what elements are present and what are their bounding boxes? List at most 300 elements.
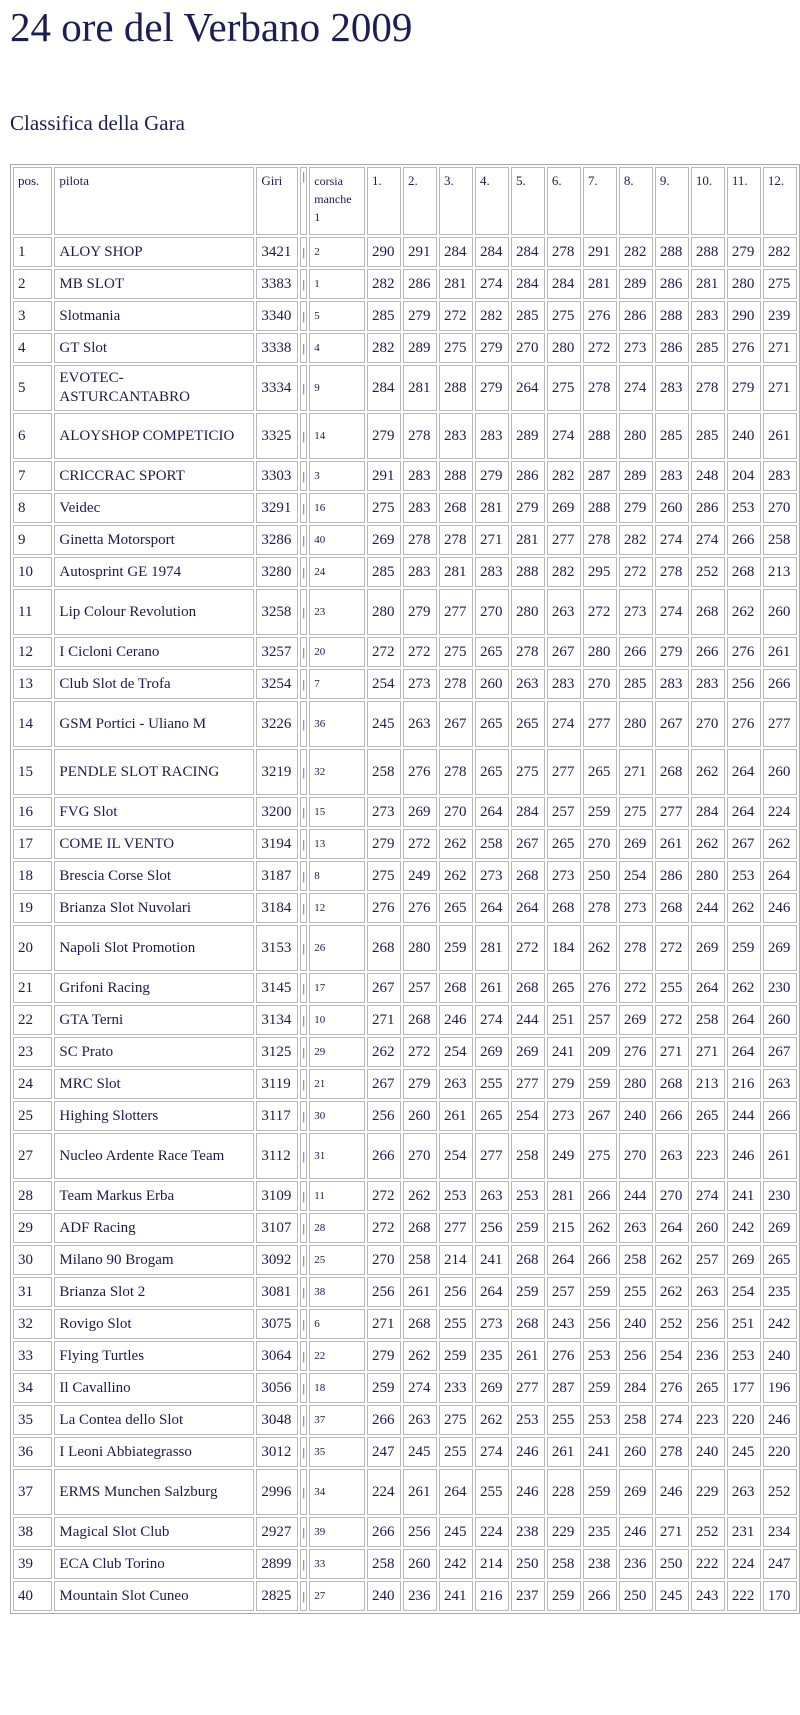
- cell-manche-12: 247: [763, 1549, 797, 1579]
- cell-manche-3: 283: [439, 413, 473, 459]
- cell-corsia: 35: [309, 1437, 365, 1467]
- cell-corsia: 33: [309, 1549, 365, 1579]
- cell-pos: 24: [13, 1069, 52, 1099]
- cell-manche-5: 284: [511, 797, 545, 827]
- cell-manche-11: 276: [727, 701, 761, 747]
- cell-manche-3: 275: [439, 637, 473, 667]
- header-manche-12: 12.: [763, 167, 797, 235]
- cell-manche-12: 260: [763, 1005, 797, 1035]
- cell-pos: 12: [13, 637, 52, 667]
- cell-manche-9: 267: [655, 701, 689, 747]
- table-row: [13, 461, 797, 491]
- cell-separator: |: [300, 669, 307, 699]
- cell-manche-2: 272: [403, 1037, 437, 1067]
- cell-separator: |: [300, 1581, 307, 1611]
- cell-manche-2: 272: [403, 637, 437, 667]
- cell-corsia: 26: [309, 925, 365, 971]
- cell-corsia: 20: [309, 637, 365, 667]
- cell-manche-1: 279: [367, 1341, 401, 1371]
- cell-pilota: GT Slot: [54, 333, 254, 363]
- cell-manche-8: 260: [619, 1437, 653, 1467]
- cell-manche-2: 262: [403, 1181, 437, 1211]
- cell-pos: 28: [13, 1181, 52, 1211]
- cell-manche-10: 265: [691, 1101, 725, 1131]
- cell-manche-1: 291: [367, 461, 401, 491]
- cell-separator: |: [300, 589, 307, 635]
- cell-manche-7: 262: [583, 1213, 617, 1243]
- cell-corsia: 14: [309, 413, 365, 459]
- cell-manche-11: 244: [727, 1101, 761, 1131]
- cell-manche-12: 263: [763, 1069, 797, 1099]
- cell-manche-9: 255: [655, 973, 689, 1003]
- cell-manche-5: 268: [511, 1245, 545, 1275]
- cell-corsia: 2: [309, 237, 365, 267]
- cell-manche-11: 251: [727, 1309, 761, 1339]
- cell-separator: |: [300, 557, 307, 587]
- cell-manche-3: 259: [439, 1341, 473, 1371]
- cell-manche-6: 278: [547, 237, 581, 267]
- cell-manche-11: 268: [727, 557, 761, 587]
- cell-manche-2: 283: [403, 557, 437, 587]
- cell-giri: 2899: [256, 1549, 298, 1579]
- cell-manche-4: 274: [475, 269, 509, 299]
- cell-manche-10: 252: [691, 557, 725, 587]
- table-row: [13, 1341, 797, 1371]
- cell-pos: 25: [13, 1101, 52, 1131]
- cell-manche-6: 265: [547, 973, 581, 1003]
- cell-manche-11: 204: [727, 461, 761, 491]
- cell-manche-11: 259: [727, 925, 761, 971]
- cell-manche-1: 266: [367, 1133, 401, 1179]
- cell-separator: |: [300, 829, 307, 859]
- cell-manche-7: 253: [583, 1405, 617, 1435]
- cell-manche-9: 288: [655, 237, 689, 267]
- cell-manche-6: 241: [547, 1037, 581, 1067]
- cell-manche-10: 283: [691, 669, 725, 699]
- cell-manche-12: 261: [763, 1133, 797, 1179]
- cell-manche-9: 263: [655, 1133, 689, 1179]
- cell-manche-12: 271: [763, 333, 797, 363]
- cell-pos: 7: [13, 461, 52, 491]
- cell-separator: |: [300, 973, 307, 1003]
- table-row: [13, 669, 797, 699]
- cell-separator: |: [300, 1005, 307, 1035]
- cell-manche-4: 279: [475, 333, 509, 363]
- cell-manche-12: 269: [763, 1213, 797, 1243]
- results-table-container: [10, 164, 800, 1709]
- cell-pos: 21: [13, 973, 52, 1003]
- header-giri: Giri: [256, 167, 298, 235]
- cell-manche-1: 271: [367, 1309, 401, 1339]
- cell-manche-7: 275: [583, 1133, 617, 1179]
- cell-manche-2: 273: [403, 669, 437, 699]
- cell-manche-1: 280: [367, 589, 401, 635]
- cell-manche-3: 270: [439, 797, 473, 827]
- cell-manche-2: 291: [403, 237, 437, 267]
- cell-manche-2: 276: [403, 749, 437, 795]
- cell-manche-1: 279: [367, 829, 401, 859]
- cell-corsia: 5: [309, 301, 365, 331]
- cell-manche-1: 256: [367, 1101, 401, 1131]
- cell-pilota: Slotmania: [54, 301, 254, 331]
- cell-manche-2: 262: [403, 1341, 437, 1371]
- cell-manche-9: 274: [655, 525, 689, 555]
- cell-manche-10: 258: [691, 1005, 725, 1035]
- table-row: [13, 637, 797, 667]
- cell-pilota: Brianza Slot Nuvolari: [54, 893, 254, 923]
- cell-manche-12: 261: [763, 637, 797, 667]
- cell-manche-11: 254: [727, 1277, 761, 1307]
- cell-pos: 19: [13, 893, 52, 923]
- cell-manche-5: 286: [511, 461, 545, 491]
- cell-manche-3: 281: [439, 557, 473, 587]
- cell-pilota: Milano 90 Brogam: [54, 1245, 254, 1275]
- cell-manche-3: 256: [439, 1277, 473, 1307]
- table-row: [13, 493, 797, 523]
- cell-manche-4: 265: [475, 749, 509, 795]
- cell-manche-2: 289: [403, 333, 437, 363]
- cell-manche-3: 264: [439, 1469, 473, 1515]
- cell-giri: 2927: [256, 1517, 298, 1547]
- cell-manche-11: 262: [727, 973, 761, 1003]
- cell-manche-4: 282: [475, 301, 509, 331]
- cell-pos: 6: [13, 413, 52, 459]
- cell-manche-1: 262: [367, 1037, 401, 1067]
- cell-manche-10: 274: [691, 525, 725, 555]
- cell-manche-6: 265: [547, 829, 581, 859]
- cell-pilota: Flying Turtles: [54, 1341, 254, 1371]
- cell-manche-3: 262: [439, 829, 473, 859]
- cell-manche-4: 265: [475, 637, 509, 667]
- cell-manche-10: 229: [691, 1469, 725, 1515]
- cell-manche-11: 253: [727, 493, 761, 523]
- cell-pilota: ALOYSHOP COMPETICIO: [54, 413, 254, 459]
- cell-manche-5: 278: [511, 637, 545, 667]
- cell-manche-12: 258: [763, 525, 797, 555]
- cell-pos: 29: [13, 1213, 52, 1243]
- cell-giri: 3153: [256, 925, 298, 971]
- cell-corsia: 27: [309, 1581, 365, 1611]
- cell-manche-4: 235: [475, 1341, 509, 1371]
- cell-manche-9: 278: [655, 557, 689, 587]
- cell-manche-1: 279: [367, 413, 401, 459]
- table-row: [13, 1069, 797, 1099]
- cell-manche-5: 244: [511, 1005, 545, 1035]
- cell-manche-2: 280: [403, 925, 437, 971]
- cell-pilota: MRC Slot: [54, 1069, 254, 1099]
- cell-manche-7: 257: [583, 1005, 617, 1035]
- table-row: [13, 589, 797, 635]
- cell-manche-4: 241: [475, 1245, 509, 1275]
- cell-giri: 3200: [256, 797, 298, 827]
- cell-manche-5: 261: [511, 1341, 545, 1371]
- cell-corsia: 8: [309, 861, 365, 891]
- cell-manche-7: 266: [583, 1245, 617, 1275]
- cell-manche-12: 224: [763, 797, 797, 827]
- cell-giri: 3145: [256, 973, 298, 1003]
- cell-manche-9: 250: [655, 1549, 689, 1579]
- cell-manche-8: 274: [619, 365, 653, 411]
- cell-manche-1: 282: [367, 269, 401, 299]
- cell-manche-1: 266: [367, 1405, 401, 1435]
- cell-manche-1: 290: [367, 237, 401, 267]
- cell-pos: 8: [13, 493, 52, 523]
- cell-separator: |: [300, 1341, 307, 1371]
- cell-manche-11: 276: [727, 333, 761, 363]
- table-row: [13, 861, 797, 891]
- cell-manche-8: 271: [619, 749, 653, 795]
- cell-manche-5: 264: [511, 365, 545, 411]
- cell-manche-12: 234: [763, 1517, 797, 1547]
- cell-manche-8: 266: [619, 637, 653, 667]
- cell-manche-9: 285: [655, 413, 689, 459]
- cell-pilota: GSM Portici - Uliano M: [54, 701, 254, 747]
- cell-pos: 39: [13, 1549, 52, 1579]
- cell-manche-3: 241: [439, 1581, 473, 1611]
- cell-corsia: 23: [309, 589, 365, 635]
- cell-manche-4: 265: [475, 701, 509, 747]
- cell-giri: 2825: [256, 1581, 298, 1611]
- cell-corsia: 24: [309, 557, 365, 587]
- cell-manche-4: 261: [475, 973, 509, 1003]
- cell-manche-6: 279: [547, 1069, 581, 1099]
- cell-manche-8: 282: [619, 237, 653, 267]
- cell-separator: |: [300, 365, 307, 411]
- cell-manche-5: 259: [511, 1213, 545, 1243]
- cell-manche-10: 283: [691, 301, 725, 331]
- cell-pos: 37: [13, 1469, 52, 1515]
- cell-manche-4: 262: [475, 1405, 509, 1435]
- cell-manche-2: 260: [403, 1101, 437, 1131]
- cell-manche-6: 275: [547, 301, 581, 331]
- cell-manche-12: 264: [763, 861, 797, 891]
- cell-manche-1: 270: [367, 1245, 401, 1275]
- cell-manche-9: 245: [655, 1581, 689, 1611]
- cell-manche-2: 278: [403, 525, 437, 555]
- cell-manche-12: 260: [763, 589, 797, 635]
- cell-giri: 3119: [256, 1069, 298, 1099]
- cell-giri: 3286: [256, 525, 298, 555]
- table-row: [13, 557, 797, 587]
- cell-manche-6: 281: [547, 1181, 581, 1211]
- cell-manche-5: 277: [511, 1069, 545, 1099]
- cell-manche-12: 261: [763, 413, 797, 459]
- cell-manche-10: 264: [691, 973, 725, 1003]
- cell-manche-4: 279: [475, 461, 509, 491]
- cell-manche-3: 275: [439, 1405, 473, 1435]
- cell-manche-6: 249: [547, 1133, 581, 1179]
- cell-manche-7: 270: [583, 669, 617, 699]
- cell-pilota: Autosprint GE 1974: [54, 557, 254, 587]
- cell-separator: |: [300, 797, 307, 827]
- cell-manche-2: 274: [403, 1373, 437, 1403]
- cell-separator: |: [300, 861, 307, 891]
- cell-giri: 3258: [256, 589, 298, 635]
- cell-manche-11: 242: [727, 1213, 761, 1243]
- cell-giri: 3340: [256, 301, 298, 331]
- cell-manche-9: 261: [655, 829, 689, 859]
- cell-manche-1: 240: [367, 1581, 401, 1611]
- cell-manche-11: 220: [727, 1405, 761, 1435]
- cell-manche-5: 268: [511, 1309, 545, 1339]
- header-manche-8: 8.: [619, 167, 653, 235]
- cell-manche-12: 260: [763, 749, 797, 795]
- cell-giri: 3219: [256, 749, 298, 795]
- cell-manche-8: 273: [619, 333, 653, 363]
- cell-pilota: SC Prato: [54, 1037, 254, 1067]
- cell-giri: 3081: [256, 1277, 298, 1307]
- cell-manche-1: 272: [367, 1181, 401, 1211]
- cell-separator: |: [300, 269, 307, 299]
- cell-corsia: 36: [309, 701, 365, 747]
- cell-manche-1: 247: [367, 1437, 401, 1467]
- cell-manche-9: 274: [655, 1405, 689, 1435]
- cell-manche-5: 272: [511, 925, 545, 971]
- cell-corsia: 37: [309, 1405, 365, 1435]
- cell-separator: |: [300, 333, 307, 363]
- cell-manche-11: 279: [727, 237, 761, 267]
- cell-manche-5: 270: [511, 333, 545, 363]
- cell-manche-7: 259: [583, 797, 617, 827]
- header-manche-10: 10.: [691, 167, 725, 235]
- cell-manche-12: 271: [763, 365, 797, 411]
- header-manche-11: 11.: [727, 167, 761, 235]
- cell-manche-3: 262: [439, 861, 473, 891]
- cell-manche-2: 286: [403, 269, 437, 299]
- cell-manche-9: 272: [655, 1005, 689, 1035]
- cell-manche-10: 243: [691, 1581, 725, 1611]
- cell-pilota: Ginetta Motorsport: [54, 525, 254, 555]
- cell-manche-2: 263: [403, 1405, 437, 1435]
- cell-manche-6: 284: [547, 269, 581, 299]
- cell-manche-3: 278: [439, 669, 473, 699]
- cell-manche-9: 262: [655, 1277, 689, 1307]
- header-pos: pos.: [13, 167, 52, 235]
- cell-manche-6: 263: [547, 589, 581, 635]
- cell-corsia: 28: [309, 1213, 365, 1243]
- cell-pilota: ERMS Munchen Salzburg: [54, 1469, 254, 1515]
- cell-separator: |: [300, 1133, 307, 1179]
- cell-corsia: 6: [309, 1309, 365, 1339]
- cell-manche-11: 240: [727, 413, 761, 459]
- cell-manche-8: 289: [619, 461, 653, 491]
- table-row: [13, 749, 797, 795]
- cell-manche-9: 264: [655, 1213, 689, 1243]
- cell-separator: |: [300, 1517, 307, 1547]
- cell-manche-10: 266: [691, 637, 725, 667]
- cell-manche-10: 281: [691, 269, 725, 299]
- cell-manche-11: 241: [727, 1181, 761, 1211]
- table-row: [13, 1277, 797, 1307]
- cell-manche-7: 291: [583, 237, 617, 267]
- cell-manche-4: 281: [475, 493, 509, 523]
- cell-pilota: CRICCRAC SPORT: [54, 461, 254, 491]
- cell-manche-11: 253: [727, 1341, 761, 1371]
- cell-manche-9: 252: [655, 1309, 689, 1339]
- cell-manche-11: 264: [727, 1037, 761, 1067]
- cell-giri: 3338: [256, 333, 298, 363]
- cell-manche-2: 249: [403, 861, 437, 891]
- cell-manche-3: 275: [439, 333, 473, 363]
- cell-separator: |: [300, 1373, 307, 1403]
- cell-manche-9: 286: [655, 333, 689, 363]
- table-row: [13, 413, 797, 459]
- cell-manche-9: 283: [655, 461, 689, 491]
- cell-manche-5: 258: [511, 1133, 545, 1179]
- cell-manche-10: 213: [691, 1069, 725, 1099]
- cell-manche-6: 273: [547, 1101, 581, 1131]
- table-row: [13, 237, 797, 267]
- cell-manche-6: 229: [547, 1517, 581, 1547]
- cell-manche-3: 284: [439, 237, 473, 267]
- cell-manche-7: 287: [583, 461, 617, 491]
- cell-giri: 3012: [256, 1437, 298, 1467]
- cell-giri: 3075: [256, 1309, 298, 1339]
- cell-manche-5: 264: [511, 893, 545, 923]
- cell-manche-9: 286: [655, 861, 689, 891]
- cell-pos: 22: [13, 1005, 52, 1035]
- cell-manche-1: 258: [367, 1549, 401, 1579]
- cell-manche-5: 246: [511, 1437, 545, 1467]
- header-manche-2: 2.: [403, 167, 437, 235]
- cell-corsia: 11: [309, 1181, 365, 1211]
- cell-manche-11: 280: [727, 269, 761, 299]
- table-row: [13, 893, 797, 923]
- cell-manche-7: 276: [583, 301, 617, 331]
- cell-manche-5: 275: [511, 749, 545, 795]
- cell-manche-9: 260: [655, 493, 689, 523]
- cell-manche-7: 288: [583, 413, 617, 459]
- cell-manche-5: 284: [511, 269, 545, 299]
- cell-manche-10: 270: [691, 701, 725, 747]
- cell-manche-11: 222: [727, 1581, 761, 1611]
- cell-manche-7: 270: [583, 829, 617, 859]
- cell-manche-7: 259: [583, 1469, 617, 1515]
- cell-manche-12: 230: [763, 1181, 797, 1211]
- cell-manche-11: 279: [727, 365, 761, 411]
- cell-manche-5: 279: [511, 493, 545, 523]
- cell-manche-1: 269: [367, 525, 401, 555]
- cell-manche-9: 246: [655, 1469, 689, 1515]
- cell-manche-1: 271: [367, 1005, 401, 1035]
- cell-manche-8: 246: [619, 1517, 653, 1547]
- table-row: [13, 925, 797, 971]
- cell-manche-7: 259: [583, 1069, 617, 1099]
- cell-pos: 40: [13, 1581, 52, 1611]
- cell-corsia: 12: [309, 893, 365, 923]
- cell-manche-12: 246: [763, 893, 797, 923]
- cell-manche-7: 262: [583, 925, 617, 971]
- cell-manche-5: 277: [511, 1373, 545, 1403]
- cell-manche-10: 269: [691, 925, 725, 971]
- cell-manche-3: 265: [439, 893, 473, 923]
- cell-pilota: I Leoni Abbiategrasso: [54, 1437, 254, 1467]
- cell-manche-9: 268: [655, 1069, 689, 1099]
- cell-giri: 3291: [256, 493, 298, 523]
- cell-manche-7: 266: [583, 1181, 617, 1211]
- cell-manche-7: 272: [583, 333, 617, 363]
- cell-manche-8: 263: [619, 1213, 653, 1243]
- cell-manche-1: 266: [367, 1517, 401, 1547]
- cell-manche-12: 277: [763, 701, 797, 747]
- page-title: 24 ore del Verbano 2009: [10, 4, 413, 50]
- cell-pos: 3: [13, 301, 52, 331]
- cell-manche-6: 283: [547, 669, 581, 699]
- table-row: [13, 973, 797, 1003]
- cell-corsia: 18: [309, 1373, 365, 1403]
- cell-manche-11: 231: [727, 1517, 761, 1547]
- table-row: [13, 1181, 797, 1211]
